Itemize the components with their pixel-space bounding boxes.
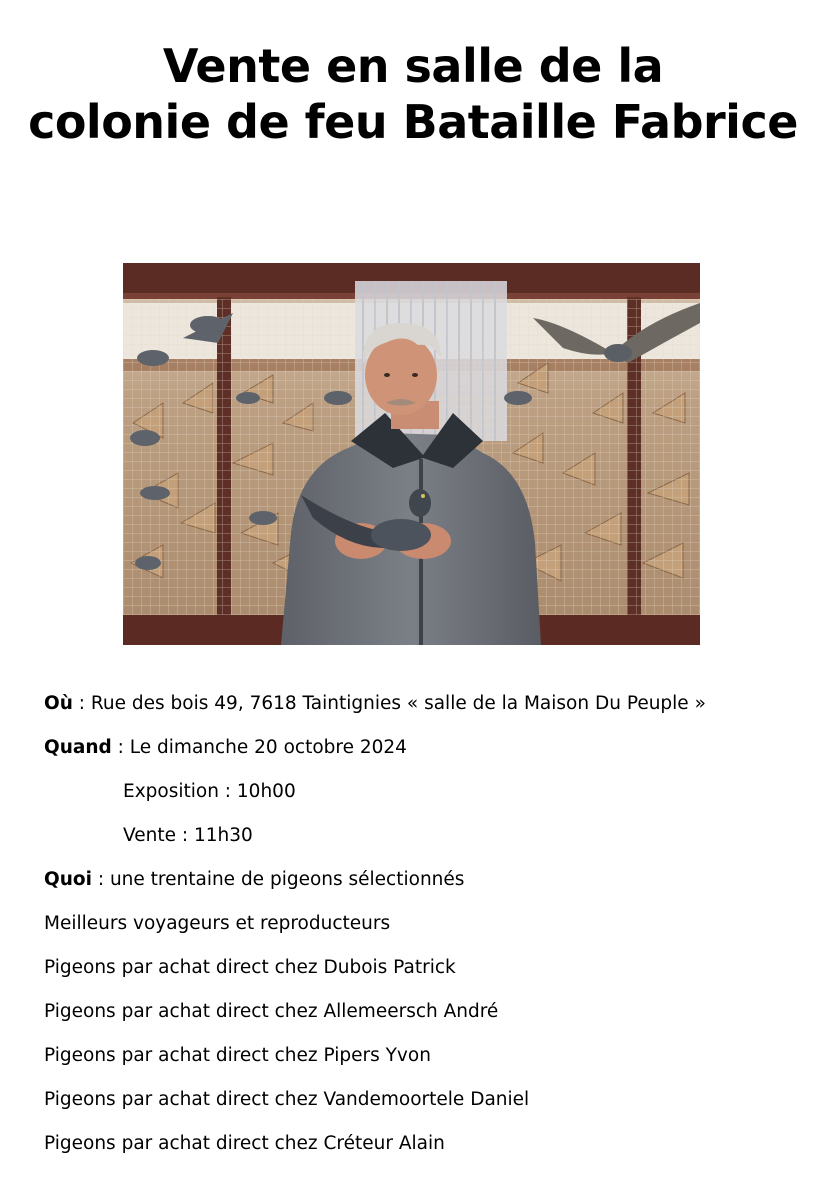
title-line-1: Vente en salle de la (162, 39, 664, 93)
list-item: Pigeons par achat direct chez Pipers Yvon (44, 1045, 431, 1066)
where-text: Rue des bois 49, 7618 Taintignies « salle de la Maison Du Peuple » (90, 693, 706, 714)
when-line (44, 732, 804, 776)
loft-photo (123, 263, 700, 645)
what-line (44, 864, 804, 908)
page-title (0, 38, 826, 150)
when-text: Le dimanche 20 octobre 2024 (129, 737, 407, 758)
what-text: une trentaine de pigeons sélectionnés (109, 869, 465, 890)
list-item: Pigeons par achat direct chez Vandemoortele Daniel (44, 1089, 530, 1110)
where-label: Où (44, 693, 73, 714)
list-item: Pigeons par achat direct chez Dubois Patrick (44, 957, 456, 978)
when-label: Quand (44, 737, 112, 758)
event-details (44, 688, 804, 1172)
where-line (44, 688, 804, 732)
what-label: Quoi (44, 869, 92, 890)
sale-time: Vente : 11h30 (123, 825, 253, 846)
list-item: Pigeons par achat direct chez Allemeersch André (44, 1001, 499, 1022)
title-line-2: colonie de feu Bataille Fabrice (28, 95, 798, 149)
when-separator: : (111, 737, 130, 758)
list-item: Pigeons par achat direct chez Créteur Alain (44, 1133, 445, 1154)
list-item: Meilleurs voyageurs et reproducteurs (44, 913, 391, 934)
what-separator: : (91, 869, 110, 890)
where-separator: : (72, 693, 91, 714)
exposition-time: Exposition : 10h00 (123, 781, 296, 802)
